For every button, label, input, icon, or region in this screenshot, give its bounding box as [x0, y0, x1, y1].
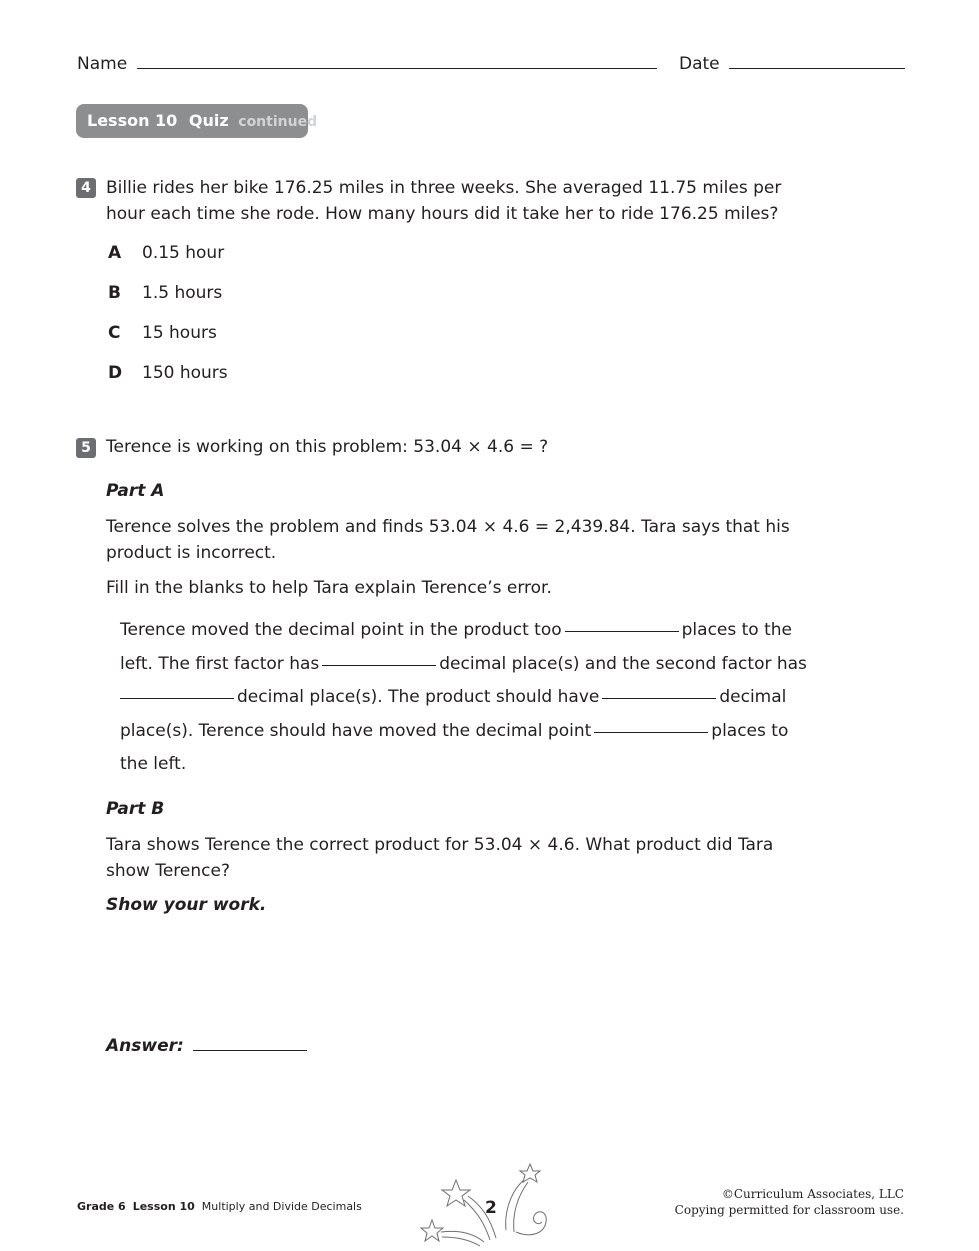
fill-in-paragraph: [120, 614, 807, 782]
lesson-quiz-badge: [76, 104, 318, 138]
copyright-line2: Copying permitted for classroom use.: [674, 1203, 904, 1217]
date-blank[interactable]: [729, 68, 905, 69]
blank-4[interactable]: [602, 697, 716, 699]
option-letter: C: [108, 323, 121, 343]
question-5-stem: Terence is working on this problem: 53.04 × 4.6 = ?: [106, 437, 549, 457]
option-letter: B: [108, 283, 121, 303]
part-b-line1: Tara shows Terence the correct product for 53.04 × 4.6. What product did Tara: [106, 835, 774, 855]
fill-text: the left.: [120, 754, 187, 774]
fill-text: Terence moved the decimal point in the product too: [120, 620, 562, 640]
option-letter: A: [108, 243, 122, 263]
date-label: Date: [679, 54, 720, 74]
part-a-text: [106, 514, 790, 566]
answer-blank[interactable]: [193, 1050, 307, 1051]
part-a-instruction: Fill in the blanks to help Tara explain Terence’s error.: [106, 578, 552, 598]
show-work-label: Show your work.: [106, 895, 267, 915]
fill-line-1: [120, 614, 807, 648]
quiz-label: Quiz: [188, 111, 229, 130]
name-blank[interactable]: [137, 68, 657, 69]
copyright-line1: ©Curriculum Associates, LLC: [721, 1187, 904, 1201]
question-4-stem-line2: hour each time she rode. How many hours did it take her to ride 176.25 miles?: [106, 204, 779, 224]
answer-label: Answer:: [106, 1036, 184, 1056]
option-a[interactable]: [108, 243, 121, 263]
fill-text: decimal place(s) and the second factor has: [439, 653, 807, 674]
footer-title: Multiply and Divide Decimals: [201, 1200, 362, 1213]
blank-3[interactable]: [120, 697, 234, 699]
part-a-label: Part A: [106, 481, 165, 501]
blank-1[interactable]: [565, 630, 679, 632]
footer-grade: Grade 6: [77, 1200, 126, 1213]
question-4-number: 4: [76, 178, 96, 198]
option-b-text[interactable]: 1.5 hours: [142, 283, 223, 303]
footer-copyright: [675, 1186, 904, 1218]
question-4-stem: [106, 175, 781, 227]
part-a-line2: product is incorrect.: [106, 543, 277, 563]
lesson-label: Lesson 10: [87, 111, 178, 130]
part-b-text: [106, 832, 773, 884]
date-field: [679, 54, 905, 74]
option-c-text[interactable]: 15 hours: [142, 323, 217, 343]
fill-line-4: [120, 715, 807, 749]
fill-text: places to: [711, 720, 789, 741]
question-5-number: 5: [76, 438, 96, 458]
fill-line-5: [120, 748, 807, 782]
name-label: Name: [77, 54, 128, 74]
shooting-stars-icon: [412, 1160, 552, 1248]
part-b-label: Part B: [106, 799, 165, 819]
fill-line-2: [120, 648, 807, 682]
page-number: 2: [485, 1198, 497, 1218]
fill-text: places to the: [681, 620, 793, 640]
footer-lesson: Lesson 10: [132, 1200, 195, 1213]
fill-text: place(s). Terence should have moved the decimal point: [120, 720, 592, 741]
option-b[interactable]: [108, 283, 121, 303]
answer-field: [106, 1036, 307, 1056]
part-b-line2: show Terence?: [106, 861, 230, 881]
option-letter: D: [108, 363, 123, 383]
part-a-line1: Terence solves the problem and finds 53.04 × 4.6 = 2,439.84. Tara says that his: [106, 517, 790, 537]
option-d-text[interactable]: 150 hours: [142, 363, 228, 383]
fill-line-3: [120, 681, 807, 715]
footer-course: [77, 1200, 362, 1213]
fill-text: left. The first factor has: [120, 653, 320, 674]
name-field: [77, 54, 657, 74]
fill-text: decimal place(s). The product should have: [237, 687, 600, 707]
blank-5[interactable]: [594, 731, 708, 733]
fill-text: decimal: [719, 687, 787, 707]
option-c[interactable]: [108, 323, 120, 343]
blank-2[interactable]: [322, 664, 436, 666]
question-4-stem-line1: Billie rides her bike 176.25 miles in three weeks. She averaged 11.75 miles per: [106, 178, 782, 198]
continued-label: continued: [238, 114, 318, 130]
option-d[interactable]: [108, 363, 122, 383]
option-a-text[interactable]: 0.15 hour: [142, 243, 225, 263]
